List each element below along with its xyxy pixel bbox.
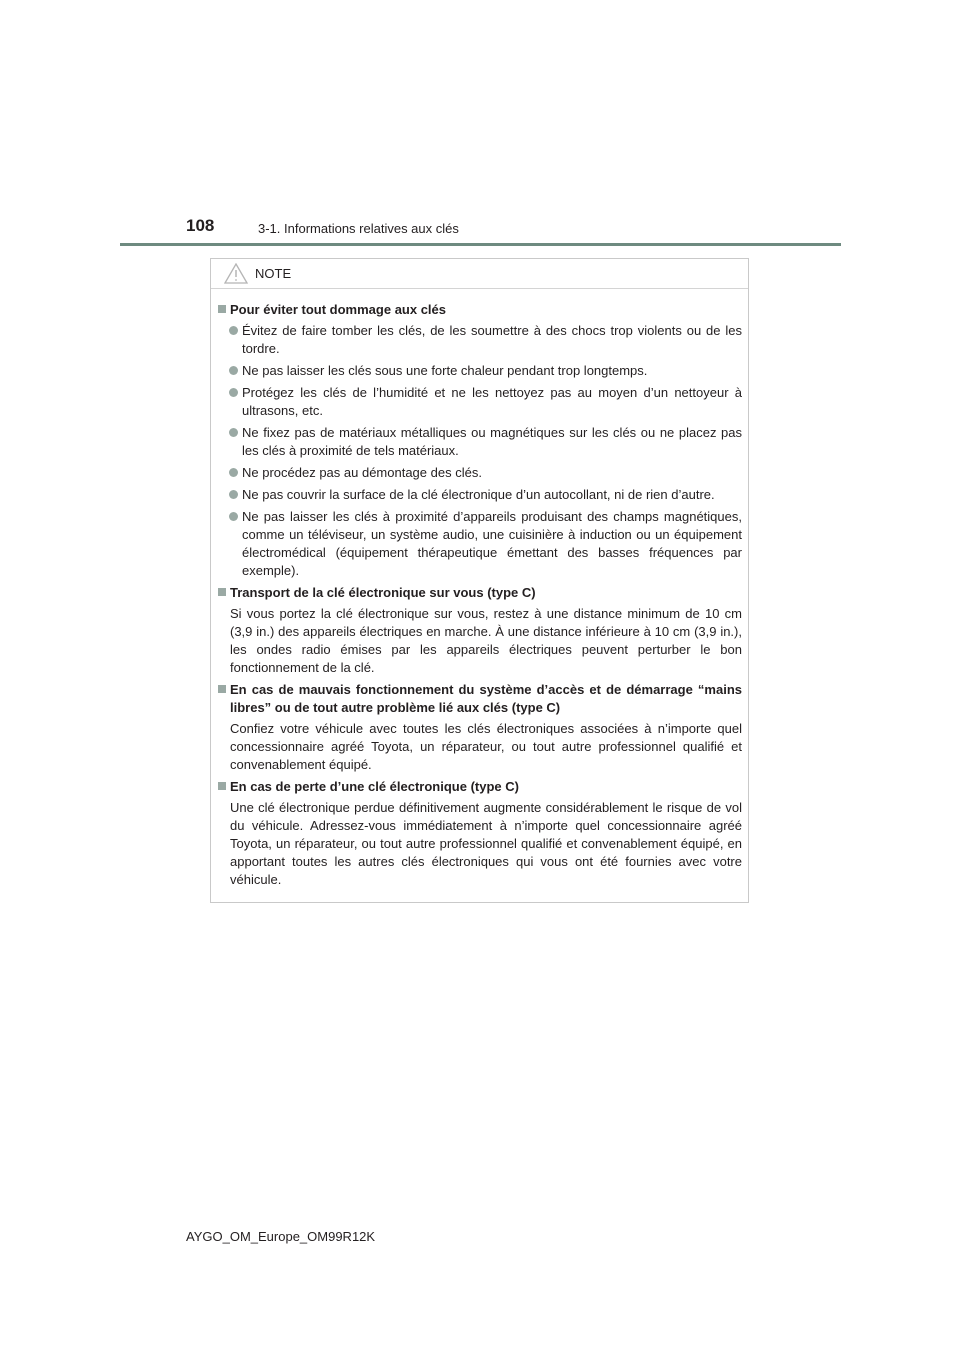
square-bullet-icon [218, 782, 226, 790]
section-title: 3-1. Informations relatives aux clés [258, 221, 459, 236]
dot-bullet-icon [229, 428, 238, 437]
note-content [211, 289, 748, 889]
list-item: Évitez de faire tomber les clés, de les soumettre à des chocs trop violents ou de les tordre. [218, 322, 742, 358]
header-rule [120, 243, 841, 246]
warning-icon [224, 263, 248, 289]
square-bullet-icon [218, 588, 226, 596]
list-item: Ne pas couvrir la surface de la clé électronique d’un autocollant, ni de rien d’autre. [218, 486, 742, 504]
note-label: NOTE [255, 266, 292, 281]
section-transport [218, 584, 742, 677]
dot-bullet-icon [229, 468, 238, 477]
dot-bullet-icon [229, 490, 238, 499]
square-bullet-icon [218, 685, 226, 693]
section-heading: En cas de mauvais fonctionnement du système d’accès et de démarrage “mains libres” ou de tout autre problème lié aux clés (type C) [218, 681, 742, 717]
dot-bullet-icon [229, 388, 238, 397]
page-number: 108 [186, 216, 215, 235]
section-body: Une clé électronique perdue définitivement augmente considérablement le risque de vol du véhicule. Adressez-vous immédiatement à n’importe quel concessionnaire agréé Toyota, un réparateur, ou tout autre professionnel qualifié et convenablement équipé, en apportant toutes les autres clés électroniques qui vous ont été fournies avec votre véhicule. [230, 800, 742, 887]
list-item: Ne fixez pas de matériaux métalliques ou magnétiques sur les clés ou ne placez pas les clés à proximité de tels matériaux. [218, 424, 742, 460]
footer-doc-id: AYGO_OM_Europe_OM99R12K [186, 1229, 376, 1244]
note-box [210, 258, 749, 903]
square-bullet-icon [218, 305, 226, 313]
section-damage [218, 301, 742, 580]
list-item: Ne pas laisser les clés à proximité d’appareils produisant des champs magnétiques, comme un téléviseur, un système audio, une cuisinière à induction ou un équipement électromédical (équipement thérapeutique émettant des basses fréquences par exemple). [218, 508, 742, 580]
list-item: Ne procédez pas au démontage des clés. [218, 464, 742, 482]
section-body: Confiez votre véhicule avec toutes les clés électroniques associées à n’importe quel concessionnaire agréé Toyota, un réparateur, ou tout autre professionnel qualifié et convenablement équipé. [230, 721, 742, 772]
section-heading: Transport de la clé électronique sur vous (type C) [218, 584, 742, 602]
section-heading: En cas de perte d’une clé électronique (type C) [218, 778, 742, 796]
section-heading: Pour éviter tout dommage aux clés [218, 301, 742, 319]
dot-bullet-icon [229, 366, 238, 375]
list-item: Ne pas laisser les clés sous une forte chaleur pendant trop longtemps. [218, 362, 742, 380]
section-malfunction [218, 681, 742, 774]
note-header [211, 259, 748, 289]
list-item: Protégez les clés de l’humidité et ne les nettoyez pas au moyen d’un nettoyeur à ultrasons, etc. [218, 384, 742, 420]
section-body: Si vous portez la clé électronique sur vous, restez à une distance minimum de 10 cm (3,9 in.) des appareils électriques en marche. À une distance inférieure à 10 cm (3,9 in.), les ondes radio émises par les appareils électriques peuvent perturber le bon fonctionnement de la clé. [230, 606, 742, 675]
dot-bullet-icon [229, 512, 238, 521]
section-lost-key [218, 778, 742, 889]
dot-bullet-icon [229, 326, 238, 335]
